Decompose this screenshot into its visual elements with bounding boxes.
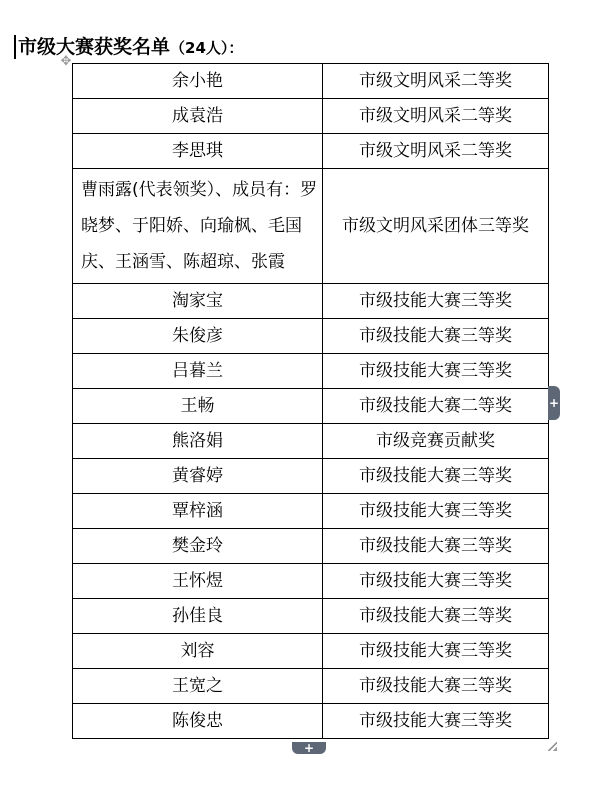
table-row[interactable] [73,494,549,529]
award-cell[interactable]: 市级技能大赛三等奖 [323,634,549,669]
award-cell[interactable]: 市级技能大赛三等奖 [323,354,549,389]
heading-count: （24人）： [170,39,244,57]
table-row[interactable] [73,99,549,134]
award-cell[interactable]: 市级技能大赛二等奖 [323,389,549,424]
name-cell[interactable]: 黄睿婷 [73,459,323,494]
name-cell[interactable]: 陈俊忠 [73,704,323,739]
name-cell[interactable]: 王怀煜 [73,564,323,599]
award-cell[interactable]: 市级文明风采二等奖 [323,134,549,169]
award-cell[interactable]: 市级技能大赛三等奖 [323,599,549,634]
document-heading[interactable] [18,34,243,61]
award-table[interactable] [72,63,549,739]
table-row[interactable] [73,169,549,284]
award-cell[interactable]: 市级技能大赛三等奖 [323,319,549,354]
table-row[interactable] [73,599,549,634]
table-row[interactable] [73,319,549,354]
table-row[interactable] [73,634,549,669]
name-cell[interactable]: 孙佳良 [73,599,323,634]
table-row[interactable] [73,459,549,494]
name-cell[interactable]: 朱俊彦 [73,319,323,354]
award-cell[interactable]: 市级技能大赛三等奖 [323,669,549,704]
award-cell[interactable]: 市级技能大赛三等奖 [323,529,549,564]
table-row[interactable] [73,354,549,389]
award-cell[interactable]: 市级文明风采二等奖 [323,64,549,99]
table-row[interactable] [73,669,549,704]
award-cell[interactable]: 市级竞赛贡献奖 [323,424,549,459]
name-cell-team[interactable]: 曹雨露(代表领奖）、成员有：罗晓梦、于阳娇、向瑜枫、毛国庆、王涵雪、陈超琼、张霞 [73,169,323,284]
table-resize-icon[interactable] [548,742,557,751]
name-cell[interactable]: 成袁浩 [73,99,323,134]
name-cell[interactable]: 李思琪 [73,134,323,169]
table-row[interactable] [73,64,549,99]
name-cell[interactable]: 淘家宝 [73,284,323,319]
name-cell[interactable]: 余小艳 [73,64,323,99]
text-cursor [14,35,16,59]
award-cell[interactable]: 市级技能大赛三等奖 [323,704,549,739]
heading-text: 市级大赛获奖名单 [18,36,171,58]
add-column-plus-icon[interactable]: + [548,386,560,420]
name-cell[interactable]: 熊洛娟 [73,424,323,459]
table-row[interactable] [73,564,549,599]
award-cell[interactable]: 市级技能大赛三等奖 [323,564,549,599]
add-row-plus-icon[interactable]: + [292,742,326,754]
table-row[interactable] [73,529,549,564]
award-cell[interactable]: 市级技能大赛三等奖 [323,494,549,529]
name-cell[interactable]: 王宽之 [73,669,323,704]
table-row[interactable] [73,389,549,424]
name-cell[interactable]: 吕暮兰 [73,354,323,389]
award-cell[interactable]: 市级技能大赛三等奖 [323,284,549,319]
name-cell[interactable]: 覃梓涵 [73,494,323,529]
table-row[interactable] [73,704,549,739]
table-row[interactable] [73,424,549,459]
name-cell[interactable]: 王畅 [73,389,323,424]
award-cell[interactable]: 市级技能大赛三等奖 [323,459,549,494]
award-cell[interactable]: 市级文明风采团体三等奖 [323,169,549,284]
award-cell[interactable]: 市级文明风采二等奖 [323,99,549,134]
name-cell[interactable]: 樊金玲 [73,529,323,564]
table-row[interactable] [73,284,549,319]
table-move-icon[interactable]: ✥ [60,54,72,69]
table-row[interactable] [73,134,549,169]
name-cell[interactable]: 刘容 [73,634,323,669]
